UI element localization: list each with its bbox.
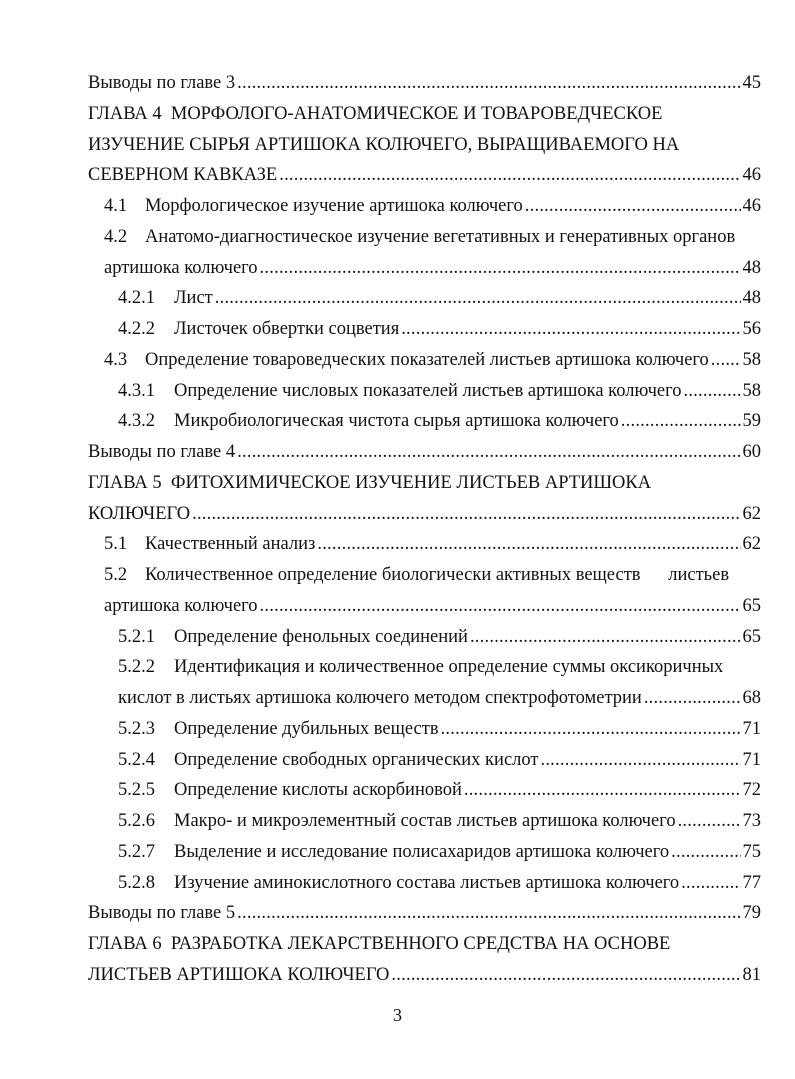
- toc-line: [88, 99, 761, 130]
- toc-entry[interactable]: [88, 745, 761, 776]
- toc-line: [88, 898, 761, 929]
- section-title: ГЛАВА 4 МОРФОЛОГО-АНАТОМИЧЕСКОЕ И ТОВАРОВЕДЧЕСКОЕ: [88, 103, 663, 124]
- section-number: 4.2: [104, 226, 128, 247]
- toc-entry[interactable]: [88, 314, 761, 345]
- page-ref: 48: [742, 288, 761, 309]
- section-title: Выводы по главе 5: [88, 903, 236, 924]
- section-number: 5.2.7: [118, 841, 155, 862]
- toc-line: [88, 283, 761, 314]
- section-title: Выделение и исследование полисахаридов артишока колючего: [174, 841, 670, 862]
- dot-leader: [279, 160, 740, 191]
- toc-line: [88, 529, 761, 560]
- dot-leader: [540, 745, 740, 776]
- section-title: артишока колючего: [104, 257, 258, 278]
- dot-leader: [317, 529, 740, 560]
- page-ref: 81: [742, 964, 761, 985]
- section-title: ГЛАВА 6 РАЗРАБОТКА ЛЕКАРСТВЕННОГО СРЕДСТВА НА ОСНОВЕ: [88, 934, 671, 954]
- table-of-contents: [88, 68, 761, 991]
- toc-entry[interactable]: [88, 775, 761, 806]
- section-number: 5.2.4: [118, 749, 155, 770]
- dot-leader: [525, 191, 741, 222]
- dot-leader: [464, 775, 741, 806]
- page-ref: 79: [742, 903, 761, 924]
- page-ref: 46: [742, 165, 761, 186]
- page-ref: 62: [742, 534, 761, 555]
- page-ref: 72: [742, 780, 761, 801]
- toc-line: [88, 960, 761, 991]
- page-ref: 73: [742, 811, 761, 831]
- section-title: Выводы по главе 3: [88, 73, 236, 93]
- dot-leader: [215, 283, 741, 314]
- toc-entry[interactable]: [88, 898, 761, 929]
- section-number: 4.3.1: [118, 380, 155, 401]
- toc-entry[interactable]: [88, 68, 761, 99]
- dot-leader: [401, 314, 740, 345]
- section-title: Определение свободных органических кислот: [174, 749, 539, 770]
- page-ref: 71: [742, 718, 761, 739]
- toc-line: [88, 683, 761, 714]
- page-ref: 65: [742, 626, 761, 647]
- toc-entry[interactable]: [88, 437, 761, 468]
- section-title: Выводы по главе 4: [88, 442, 236, 462]
- section-number: 5.2.2: [118, 657, 155, 678]
- dot-leader: [644, 683, 741, 714]
- toc-entry[interactable]: [88, 222, 761, 284]
- page-ref: 58: [742, 380, 761, 401]
- toc-line: [88, 160, 761, 191]
- section-title: артишока колючего: [104, 595, 258, 616]
- section-number: 5.2.8: [118, 872, 155, 893]
- section-title: Определение кислоты аскорбиновой: [174, 780, 462, 801]
- toc-line: [88, 406, 761, 437]
- dot-leader: [237, 68, 740, 99]
- toc-line: [88, 929, 761, 960]
- section-number: 4.3.2: [118, 411, 155, 432]
- section-title: КОЛЮЧЕГО: [88, 503, 191, 524]
- section-title: Микробиологическая чистота сырья артишока колючего: [174, 411, 619, 432]
- section-title: Анатомо-диагностическое изучение вегетативных и генеративных органов: [145, 226, 736, 247]
- dot-leader: [441, 714, 741, 745]
- section-title: ЛИСТЬЕВ АРТИШОКА КОЛЮЧЕГО: [88, 964, 390, 985]
- dot-leader: [260, 253, 741, 284]
- page-ref: 48: [742, 257, 761, 278]
- dot-leader: [260, 591, 741, 622]
- toc-line: [88, 714, 761, 745]
- section-title: Лист: [174, 288, 213, 309]
- toc-entry[interactable]: [88, 806, 761, 837]
- toc-line: [88, 253, 761, 284]
- toc-line: [88, 622, 761, 653]
- toc-entry[interactable]: [88, 529, 761, 560]
- toc-line: [88, 437, 761, 468]
- section-number: 5.2.6: [118, 811, 155, 831]
- toc-entry[interactable]: [88, 622, 761, 653]
- dot-leader: [621, 406, 741, 437]
- section-title: Изучение аминокислотного состава листьев артишока колючего: [174, 872, 680, 893]
- toc-entry[interactable]: [88, 929, 761, 991]
- toc-line: [88, 806, 761, 837]
- toc-line: [88, 130, 761, 161]
- section-title: Листочек обвертки соцветия: [174, 319, 400, 339]
- toc-entry[interactable]: [88, 191, 761, 222]
- toc-entry[interactable]: [88, 868, 761, 899]
- dot-leader: [237, 437, 740, 468]
- section-title: Качественный анализ: [145, 534, 316, 555]
- toc-line: [88, 222, 761, 253]
- page-ref: 58: [742, 349, 761, 370]
- toc-line: [88, 345, 761, 376]
- toc-entry[interactable]: [88, 283, 761, 314]
- page-ref: 71: [742, 749, 761, 770]
- toc-line: [88, 68, 761, 99]
- dot-leader: [470, 622, 741, 653]
- section-number: 5.2.5: [118, 780, 155, 801]
- toc-entry[interactable]: [88, 99, 761, 191]
- toc-line: [88, 499, 761, 530]
- section-title: Идентификация и количественное определение суммы оксикоричных: [174, 657, 724, 678]
- toc-entry[interactable]: [88, 345, 761, 376]
- dot-leader: [671, 837, 740, 868]
- page-ref: 59: [742, 411, 761, 432]
- dot-leader: [192, 499, 740, 530]
- dot-leader: [683, 376, 740, 407]
- page-ref: 77: [742, 872, 761, 893]
- section-title: СЕВЕРНОМ КАВКАЗЕ: [88, 165, 278, 186]
- section-number: 4.1: [104, 196, 128, 216]
- toc-entry[interactable]: [88, 560, 761, 622]
- toc-line: [88, 775, 761, 806]
- section-title: Определение фенольных соединений: [174, 626, 468, 647]
- toc-line: [88, 745, 761, 776]
- section-number: 4.2.2: [118, 319, 155, 339]
- section-number: 5.2: [104, 565, 128, 585]
- page-ref: 45: [742, 73, 761, 93]
- toc-line: [88, 837, 761, 868]
- section-title: Количественное определение биологически активных веществ листьев: [145, 565, 730, 585]
- toc-entry[interactable]: [88, 652, 761, 714]
- page-ref: 75: [742, 841, 761, 862]
- page-ref: 62: [742, 503, 761, 524]
- section-title: Определение числовых показателей листьев артишока колючего: [174, 380, 682, 401]
- toc-line: [88, 591, 761, 622]
- toc-entry[interactable]: [88, 468, 761, 530]
- section-title: ГЛАВА 5 ФИТОХИМИЧЕСКОЕ ИЗУЧЕНИЕ ЛИСТЬЕВ АРТИШОКА: [88, 472, 652, 493]
- section-title: кислот в листьях артишока колючего методом спектрофотометрии: [118, 688, 642, 708]
- toc-entry[interactable]: [88, 714, 761, 745]
- section-number: 4.3: [104, 349, 128, 370]
- section-number: 4.2.1: [118, 288, 155, 309]
- section-title: Макро- и микроэлементный состав листьев артишока колючего: [174, 811, 676, 831]
- page-number: 3: [393, 1005, 402, 1025]
- section-number: 5.2.1: [118, 626, 155, 647]
- toc-line: [88, 376, 761, 407]
- section-title: ИЗУЧЕНИЕ СЫРЬЯ АРТИШОКА КОЛЮЧЕГО, ВЫРАЩИВАЕМОГО НА: [88, 134, 680, 155]
- section-title: Определение дубильных веществ: [174, 718, 439, 739]
- page-ref: 68: [742, 688, 761, 708]
- section-title: Морфологическое изучение артишока колючего: [145, 196, 523, 216]
- toc-line: [88, 652, 761, 683]
- section-number: 5.1: [104, 534, 128, 555]
- page-ref: 56: [742, 319, 761, 339]
- page-ref: 46: [742, 196, 761, 216]
- dot-leader: [681, 868, 740, 899]
- section-number: 5.2.3: [118, 718, 155, 739]
- page-ref: 60: [742, 442, 761, 462]
- dot-leader: [237, 898, 740, 929]
- toc-line: [88, 314, 761, 345]
- toc-entry[interactable]: [88, 406, 761, 437]
- toc-line: [88, 191, 761, 222]
- toc-line: [88, 560, 761, 591]
- section-title: Определение товароведческих показателей листьев артишока колючего: [145, 349, 709, 370]
- dot-leader: [678, 806, 741, 837]
- dot-leader: [391, 960, 740, 991]
- toc-entry[interactable]: [88, 837, 761, 868]
- dot-leader: [711, 345, 741, 376]
- toc-line: [88, 868, 761, 899]
- page-ref: 65: [742, 595, 761, 616]
- toc-entry[interactable]: [88, 376, 761, 407]
- toc-line: [88, 468, 761, 499]
